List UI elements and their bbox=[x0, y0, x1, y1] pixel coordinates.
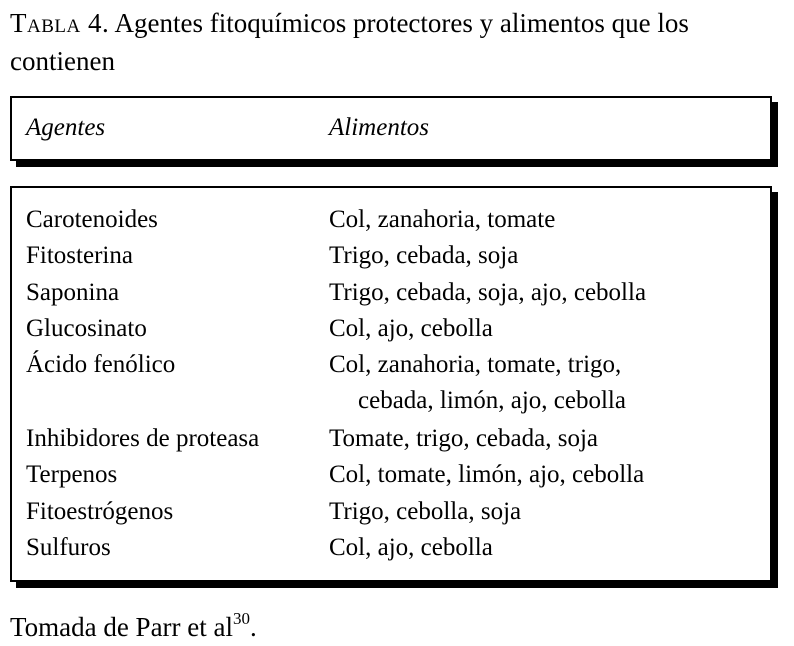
foods-cell: Trigo, cebada, soja, ajo, cebolla bbox=[329, 279, 647, 306]
table-caption bbox=[10, 4, 785, 80]
column-header-alimentos: Alimentos bbox=[329, 114, 429, 141]
table-body-box bbox=[10, 186, 772, 582]
table-caption-text: Agentes fitoquímicos protectores y alimentos que los contienen bbox=[10, 8, 689, 76]
agent-cell: Inhibidores de proteasa bbox=[26, 425, 260, 452]
foods-cell: Tomate, trigo, cebada, soja bbox=[329, 425, 598, 452]
foods-cell: Col, zanahoria, tomate bbox=[329, 206, 556, 233]
source-reference-number: 30 bbox=[233, 609, 251, 628]
agent-cell: Fitoestrógenos bbox=[26, 498, 174, 525]
foods-cell: Col, ajo, cebolla bbox=[329, 534, 493, 561]
foods-cell bbox=[329, 347, 626, 419]
column-header-agentes: Agentes bbox=[26, 114, 106, 141]
source-end: . bbox=[250, 612, 257, 642]
agent-cell: Sulfuros bbox=[26, 534, 111, 561]
table-header-box bbox=[10, 96, 772, 161]
agent-cell: Saponina bbox=[26, 279, 120, 306]
agent-cell: Ácido fenólico bbox=[26, 351, 176, 378]
source-text: Tomada de Parr et al bbox=[10, 612, 234, 642]
foods-cell: Col, ajo, cebolla bbox=[329, 315, 493, 342]
foods-cell: Trigo, cebolla, soja bbox=[329, 498, 522, 525]
agent-cell: Glucosinato bbox=[26, 315, 147, 342]
table-caption-label: Tabla 4. bbox=[10, 8, 110, 38]
agent-cell: Terpenos bbox=[26, 461, 118, 488]
foods-cell: Trigo, cebada, soja bbox=[329, 242, 519, 269]
foods-cell-line: Col, zanahoria, tomate, trigo, bbox=[329, 351, 622, 378]
foods-cell-continuation: cebada, limón, ajo, cebolla bbox=[358, 387, 626, 414]
foods-cell: Col, tomate, limón, ajo, cebolla bbox=[329, 461, 645, 488]
table-source-note bbox=[10, 600, 257, 646]
agent-cell: Fitosterina bbox=[26, 242, 133, 269]
agent-cell: Carotenoides bbox=[26, 206, 158, 233]
